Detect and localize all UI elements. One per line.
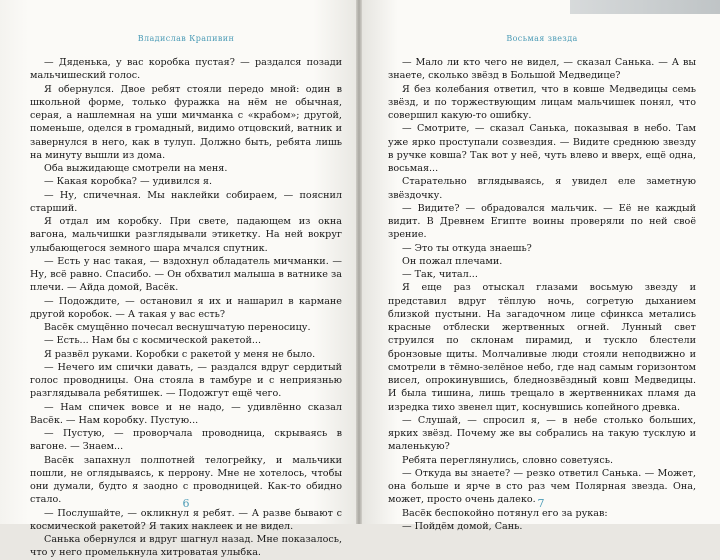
paragraph: Он пожал плечами.	[402, 255, 503, 267]
page-corner-tab	[570, 0, 720, 14]
left-page	[0, 0, 356, 559]
right-page-text	[388, 56, 696, 533]
paragraph: — Нечего им спички давать, — раздался вдруг сердитый голос проводницы. Она стояла в тамбуре и с неприязнью разглядывала ребятишек. — Подожгут ещё чего.	[30, 361, 342, 400]
left-page-text	[30, 56, 342, 560]
paragraph: — Это ты откуда знаешь?	[402, 242, 532, 254]
paragraph: Я без колебания ответил, что в ковше Медведицы семь звёзд, и по торжествующим лицам мальчишек понял, что совершил какую-то ошибку.	[388, 83, 696, 121]
paragraph: Я обернулся. Двое ребят стояли передо мной: один в школьной форме, только фуражка на нём не обычная, серая, а нашлемная на уши мичманка с «крабом»; другой, поменьше, оделся в громадный, видимо отцовский, ватник и завернулся в него, как в тулуп. Должно быть, ребята лишь на минуту вышли из дома.	[30, 83, 342, 161]
right-running-header: Восьмая звезда	[506, 34, 578, 43]
paragraph: — Так, читал...	[402, 269, 478, 280]
right-page-number: 7	[537, 497, 545, 510]
left-page-number: 6	[182, 497, 190, 510]
paragraph: — Пустую, — проворчала проводница, скрываясь в вагоне. — Знаем...	[30, 428, 342, 453]
paragraph: — Ну, спичечная. Мы наклейки собираем, — пояснил старший.	[30, 189, 342, 214]
paragraph: — Мало ли кто чего не видел, — сказал Санька. — А вы знаете, сколько звёзд в Большой Медведице?	[388, 57, 696, 82]
paragraph: — Нам спичек вовсе и не надо, — удивлённо сказал Васёк. — Нам коробку. Пустую...	[30, 401, 342, 426]
paragraph: — Подождите, — остановил я их и нашарил в кармане другой коробок. — А такая у вас есть?	[30, 295, 342, 320]
paragraph: Я отдал им коробку. При свете, падающем из окна вагона, мальчишки разглядывали этикетку. На ней вокруг улыбающегося земного шара мчался спутник.	[30, 216, 342, 254]
paragraph: — Есть... Нам бы с космической ракетой...	[44, 335, 262, 347]
paragraph: — Послушайте, — окликнул я ребят. — А разве бывают с космической ракетой? Я таких наклеек и не видел.	[30, 507, 342, 532]
paragraph: Ребята переглянулись, словно советуясь.	[402, 454, 614, 466]
paragraph: Васёк беспокойно потянул его за рукав:	[402, 507, 608, 519]
paragraph: — Слушай, — спросил я, — в небе столько больших, ярких звёзд. Почему же вы собрались на такую тусклую и маленькую?	[388, 414, 696, 453]
paragraph: Я развёл руками. Коробки с ракетой у меня не было.	[44, 348, 316, 360]
paragraph: Санька обернулся и вдруг шагнул назад. Мне показалось, что у него промелькнула хитроватая улыбка.	[30, 534, 342, 559]
paragraph: Старательно вглядываясь, я увидел еле заметную звёздочку.	[388, 176, 696, 201]
paragraph: — Видите? — обрадовался мальчик. — Её не каждый видит. В Древнем Египте воины проверяли по ней своё зрение.	[388, 202, 696, 241]
right-page	[362, 0, 720, 532]
paragraph: — Пойдём домой, Сань.	[402, 520, 523, 532]
paragraph: — Дяденька, у вас коробка пустая? — раздался позади мальчишеский голос.	[30, 57, 342, 82]
left-running-header: Владислав Крапивин	[137, 34, 235, 43]
paragraph: Васёк смущённо почесал веснушчатую переносицу.	[44, 322, 311, 333]
paragraph: — Какая коробка? — удивился я.	[44, 176, 213, 188]
paragraph: Я еще раз отыскал глазами восьмую звезду и представил вдруг тёплую ночь, согретую дыханием близкой пустыни. На загадочном лице сфинкса метались красные отблески жертвенных огней. Лунный свет струился по склонам пирамид, и тускло блестели бронзовые щиты. Молчаливые люди стояли неподвижно и смотрели в тёмно-зелёное небо, где над самым горизонтом висел, опрокинувшись, бледнозвёздный ковш Медведицы. И была тишина, лишь трещало в жертвенниках пламя да изредка тихо звенел щит, коснувшись копейного древка.	[388, 282, 696, 413]
paragraph: — Смотрите, — сказал Санька, показывая в небо. Там уже ярко проступали созвездия. — Видите среднюю звезду в ручке ковша? Так вот у неё, чуть влево и вверх, ещё одна, восьмая...	[388, 123, 696, 174]
paragraph: Оба выжидающе смотрели на меня.	[44, 163, 228, 174]
paragraph: Васёк запахнул полпотней телогрейку, и мальчики пошли, не оглядываясь, к перрону. Мне не хотелось, чтобы они думали, будто я заодно с проводницей. Как-то обидно стало.	[30, 454, 342, 506]
paragraph: — Есть у нас такая, — вздохнул обладатель мичманки. — Ну, всё равно. Спасибо. — Он обхватил малыша в ватнике за плечи. — Айда домой, Васёк.	[30, 255, 342, 294]
paragraph: — Откуда вы знаете? — резко ответил Санька. — Может, она больше и ярче в сто раз чем Полярная звезда. Она, может, просто очень далеко.	[388, 467, 696, 506]
